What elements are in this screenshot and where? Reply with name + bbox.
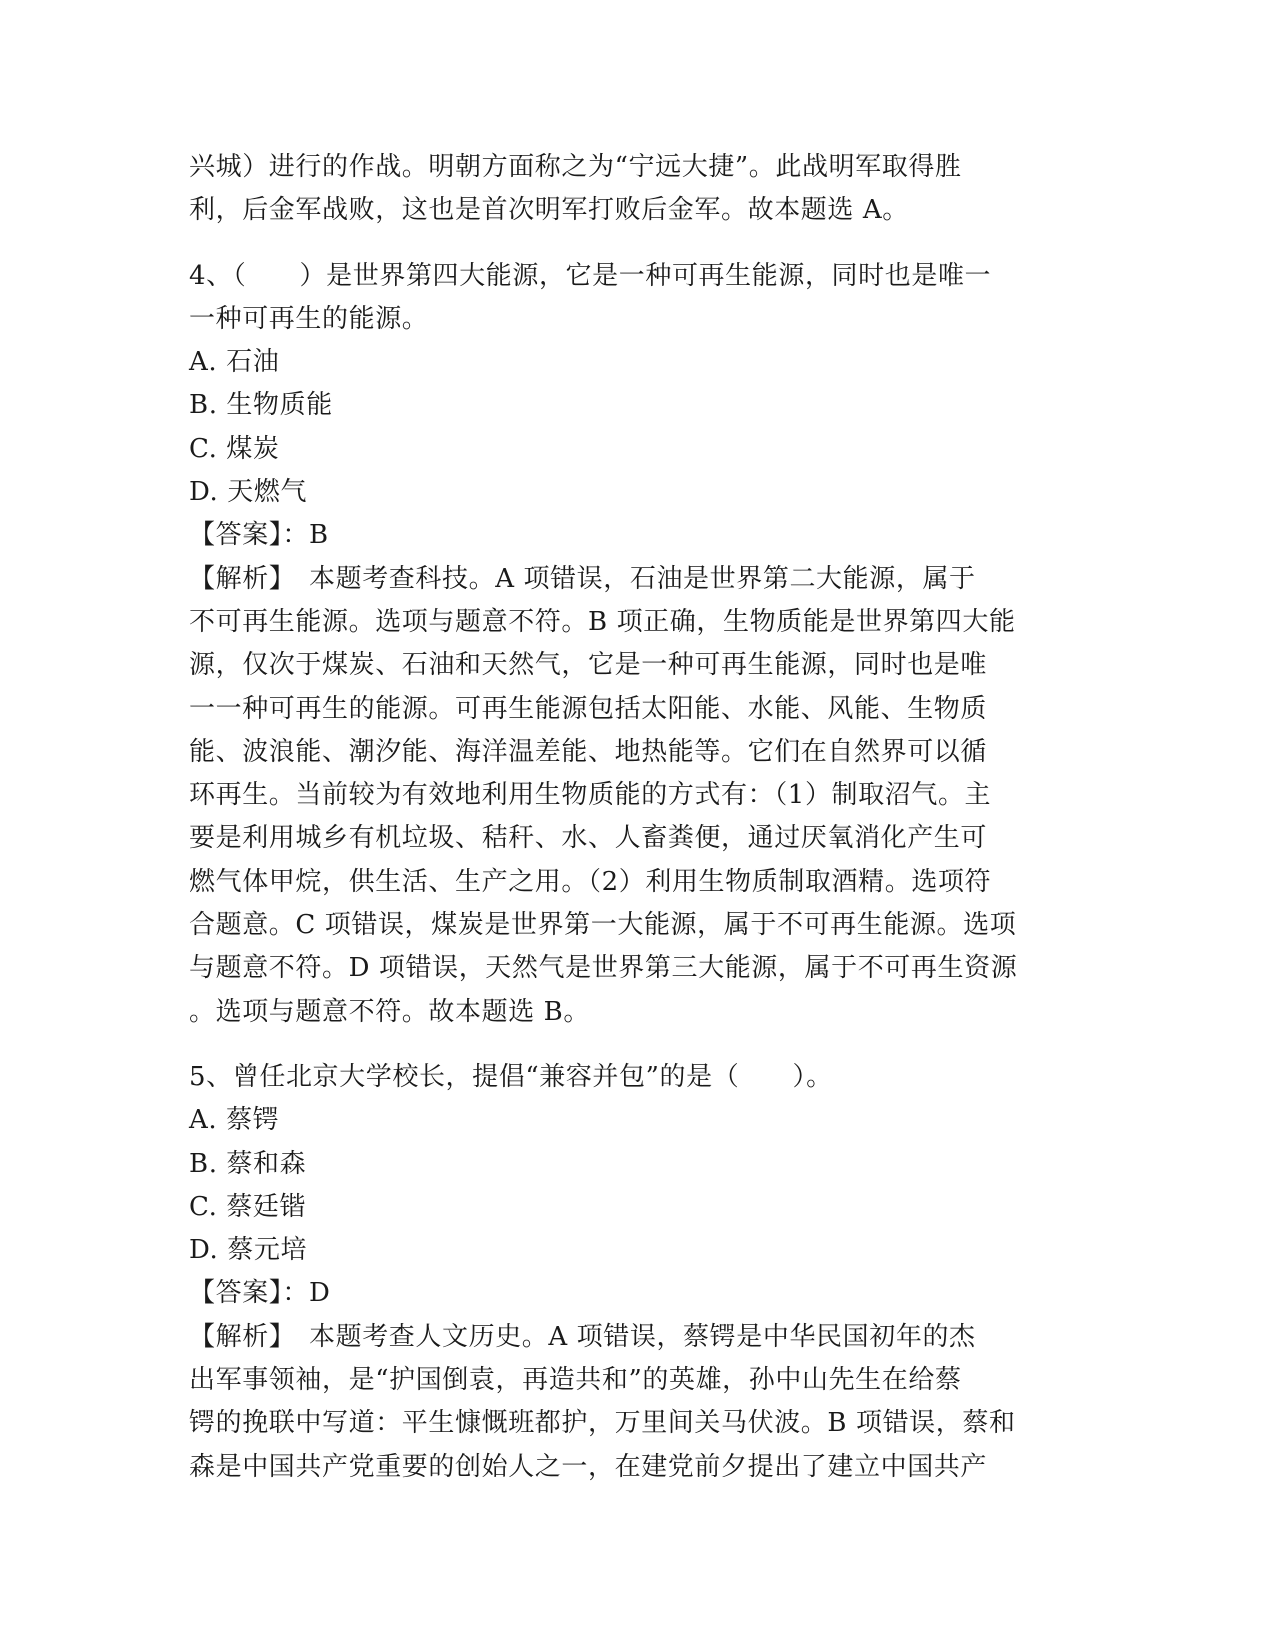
option-d: D. 蔡元培 bbox=[189, 1235, 308, 1266]
answer-line bbox=[189, 1272, 1089, 1315]
text-line: 兴城）进行的作战。明朝方面称之为“宁远大捷”。此战明军取得胜 bbox=[189, 152, 962, 182]
analysis-line: 源，仅次于煤炭、石油和天然气，它是一种可再生能源，同时也是唯 bbox=[189, 650, 988, 681]
analysis-line: 能、波浪能、潮汐能、海洋温差能、地热能等。它们在自然界可以循 bbox=[189, 736, 988, 767]
analysis-first-line bbox=[189, 1316, 1089, 1359]
analysis-line: 不可再生能源。选项与题意不符。B 项正确，生物质能是世界第四大能 bbox=[189, 606, 1016, 637]
question-stem-line: 5、曾任北京大学校长，提倡“兼容并包”的是（ ）。 bbox=[189, 1061, 833, 1092]
answer-label: 【答案】 bbox=[189, 1278, 283, 1309]
option-d: D. 天燃气 bbox=[189, 477, 308, 508]
analysis-text: 本题考查人文历史。A 项错误，蔡锷是中华民国初年的杰 bbox=[282, 1321, 976, 1352]
analysis-line: 一一种可再生的能源。可再生能源包括太阳能、水能、风能、生物质 bbox=[189, 693, 988, 724]
analysis-line: 燃气体甲烷，供生活、生产之用。（2）利用生物质制取酒精。选项符 bbox=[189, 866, 992, 897]
analysis-line: 出军事领袖，是“护国倒袁，再造共和”的英雄，孙中山先生在给蔡 bbox=[189, 1365, 962, 1396]
answer-line bbox=[189, 514, 1089, 557]
previous-analysis-continuation bbox=[189, 146, 1089, 233]
answer-value: ：B bbox=[282, 520, 329, 551]
analysis-label: 【解析】 bbox=[189, 563, 283, 594]
answer-value: ：D bbox=[282, 1278, 331, 1309]
analysis-line: 锷的挽联中写道：平生慷慨班都护，万里间关马伏波。B 项错误，蔡和 bbox=[189, 1408, 1016, 1439]
question-4 bbox=[189, 255, 1089, 1034]
option-b: B. 蔡和森 bbox=[189, 1148, 307, 1179]
question-5 bbox=[189, 1056, 1089, 1489]
analysis-first-line bbox=[189, 558, 1089, 601]
text-line: 利，后金军战败，这也是首次明军打败后金军。故本题选 A。 bbox=[189, 195, 909, 226]
analysis-line: 与题意不符。D 项错误，天然气是世界第三大能源，属于不可再生资源 bbox=[189, 953, 1018, 984]
analysis-line: 要是利用城乡有机垃圾、秸秆、水、人畜粪便，通过厌氧消化产生可 bbox=[189, 823, 988, 854]
analysis-text: 本题考查科技。A 项错误，石油是世界第二大能源，属于 bbox=[282, 563, 976, 594]
question-stem-line: 4、（ ）是世界第四大能源，它是一种可再生能源，同时也是唯一 bbox=[189, 260, 992, 291]
question-stem-line: 一种可再生的能源。 bbox=[189, 303, 429, 334]
option-a: A. 蔡锷 bbox=[189, 1105, 280, 1136]
answer-label: 【答案】 bbox=[189, 520, 283, 551]
option-c: C. 煤炭 bbox=[189, 433, 280, 464]
analysis-label: 【解析】 bbox=[189, 1321, 283, 1352]
analysis-line: 森是中国共产党重要的创始人之一，在建党前夕提出了建立中国共产 bbox=[189, 1451, 988, 1482]
analysis-line: 环再生。当前较为有效地利用生物质能的方式有：（1）制取沼气。主 bbox=[189, 780, 992, 811]
option-b: B. 生物质能 bbox=[189, 390, 333, 421]
document-page bbox=[189, 146, 1089, 1489]
option-c: C. 蔡廷锴 bbox=[189, 1191, 307, 1222]
analysis-line: 合题意。C 项错误，煤炭是世界第一大能源，属于不可再生能源。选项 bbox=[189, 910, 1017, 941]
option-a: A. 石油 bbox=[189, 347, 280, 378]
analysis-line: 。选项与题意不符。故本题选 B。 bbox=[189, 996, 590, 1027]
